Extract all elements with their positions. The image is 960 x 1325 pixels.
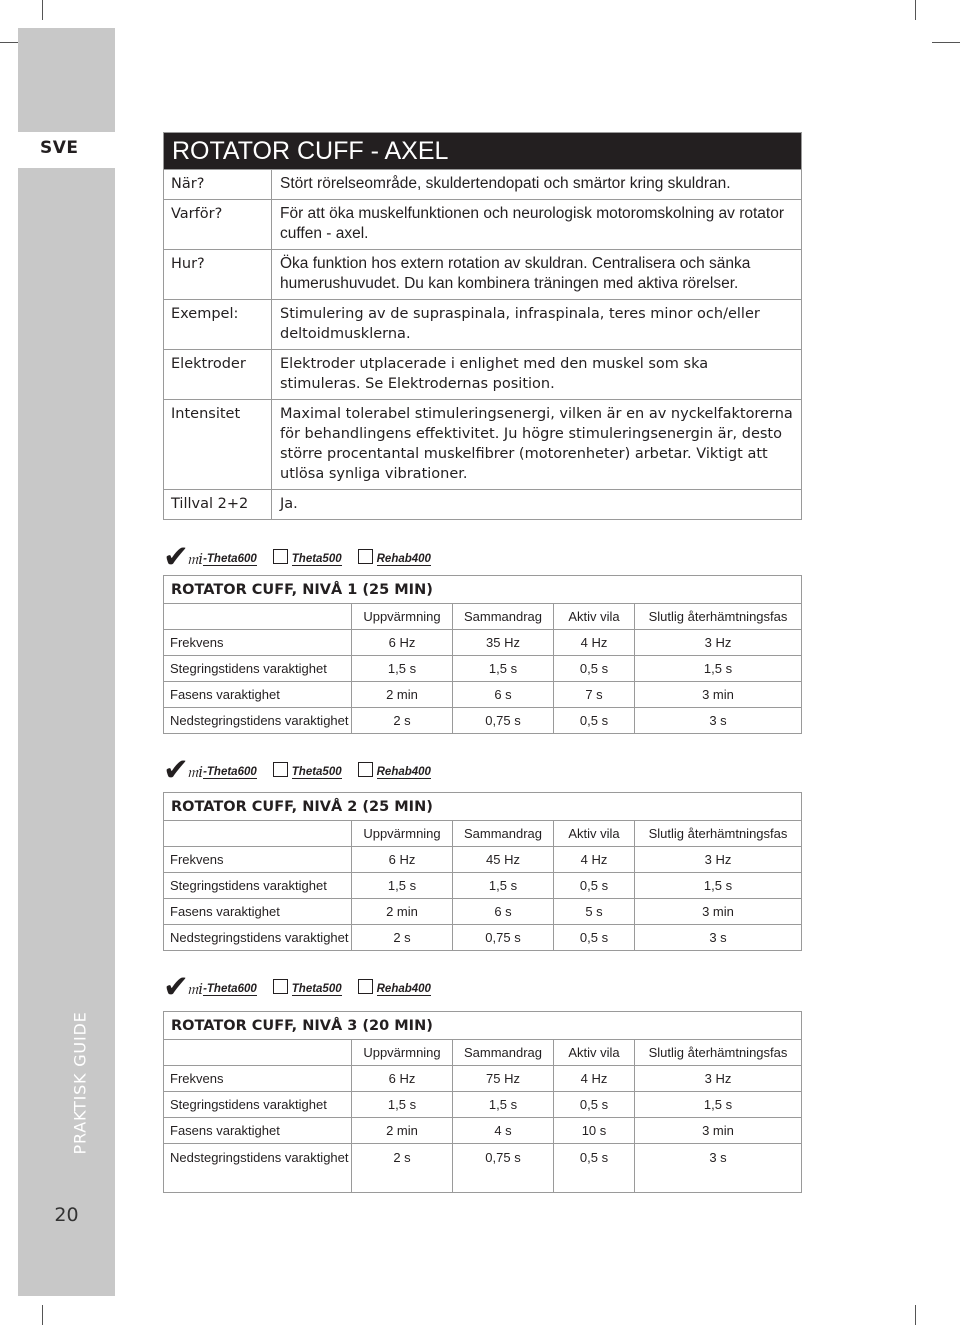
info-value: Stimulering av de supraspinala, infraspinala, teres minor och/eller deltoidmusklerna. <box>280 306 760 342</box>
row-label: Fasens varaktighet <box>164 1118 352 1144</box>
device-rehab400: Rehab400 <box>376 983 431 995</box>
table-cell: 1,5 s <box>635 873 802 899</box>
crop-mark <box>42 0 43 20</box>
device-theta600: -Theta600 <box>203 553 257 565</box>
crop-mark <box>915 0 916 20</box>
checkbox-icon <box>358 762 373 777</box>
device-rehab400: Rehab400 <box>376 553 431 565</box>
program-title: ROTATOR CUFF, NIVÅ 1 (25 MIN) <box>171 582 433 598</box>
table-cell: 3 Hz <box>635 847 802 873</box>
row-label: Fasens varaktighet <box>164 682 352 708</box>
table-cell: 3 min <box>635 1118 802 1144</box>
language-label: SVE <box>40 138 79 158</box>
info-row <box>164 489 801 519</box>
info-value: Stört rörelseområde, skuldertendopati och smärtor kring skuldran. <box>280 175 731 192</box>
device-theta500: Theta500 <box>291 983 342 995</box>
table-header-row <box>164 821 801 847</box>
table-cell: 5 s <box>554 899 635 925</box>
table-cell: 1,5 s <box>453 656 554 682</box>
table-cell: 1,5 s <box>352 873 453 899</box>
table-row <box>164 899 801 925</box>
info-key: När? <box>164 170 272 199</box>
table-cell: 3 Hz <box>635 1066 802 1092</box>
header-cell <box>164 821 352 847</box>
header-cell: Slutlig återhämtningsfas <box>635 1040 802 1066</box>
table-row <box>164 925 801 951</box>
checkbox-icon <box>358 549 373 564</box>
program-table-1 <box>163 575 802 734</box>
table-cell: 6 Hz <box>352 630 453 656</box>
info-row <box>164 199 801 249</box>
mi-logo-icon: 𝔪𝑖 <box>187 763 204 781</box>
table-row <box>164 873 801 899</box>
checkbox-icon <box>273 549 288 564</box>
mi-logo-icon: 𝔪𝑖 <box>187 980 204 998</box>
table-cell: 1,5 s <box>453 1092 554 1118</box>
row-label: Stegringstidens varaktighet <box>164 1092 352 1118</box>
info-key: Hur? <box>164 250 272 299</box>
device-theta500: Theta500 <box>291 553 342 565</box>
sidebar-bottom-block <box>18 168 115 1296</box>
row-label: Frekvens <box>164 1066 352 1092</box>
header-cell: Slutlig återhämtningsfas <box>635 604 802 630</box>
row-label: Frekvens <box>164 630 352 656</box>
program-title: ROTATOR CUFF, NIVÅ 2 (25 MIN) <box>171 799 433 815</box>
table-row <box>164 847 801 873</box>
table-cell: 4 s <box>453 1118 554 1144</box>
info-key: Intensitet <box>164 400 272 489</box>
table-cell: 6 Hz <box>352 1066 453 1092</box>
info-row <box>164 249 801 299</box>
device-selector <box>163 966 431 1005</box>
table-cell: 1,5 s <box>635 1092 802 1118</box>
table-cell: 3 min <box>635 899 802 925</box>
info-value: För att öka muskelfunktionen och neurologisk motoromskolning av rotator cuffen - axel. <box>280 205 784 242</box>
table-cell: 4 Hz <box>554 1066 635 1092</box>
table-cell: 2 min <box>352 1118 453 1144</box>
table-row <box>164 682 801 708</box>
info-key: Elektroder <box>164 350 272 399</box>
header-cell: Aktiv vila <box>554 821 635 847</box>
table-cell: 1,5 s <box>352 656 453 682</box>
table-cell: 0,5 s <box>554 656 635 682</box>
table-cell: 0,5 s <box>554 925 635 951</box>
table-cell: 0,5 s <box>554 1092 635 1118</box>
device-selector <box>163 536 431 575</box>
mi-logo-icon: 𝔪𝑖 <box>187 550 204 568</box>
row-label: Frekvens <box>164 847 352 873</box>
table-cell: 3 s <box>635 708 802 734</box>
row-label: Nedstegringstidens varaktighet <box>164 708 352 734</box>
checkmark-icon: ✔ <box>163 752 189 788</box>
table-cell: 6 s <box>453 899 554 925</box>
program-title: ROTATOR CUFF, NIVÅ 3 (20 MIN) <box>171 1018 433 1034</box>
program-table-3 <box>163 1011 802 1193</box>
table-row <box>164 630 801 656</box>
table-cell: 10 s <box>554 1118 635 1144</box>
info-value: Maximal tolerabel stimuleringsenergi, vilken är en av nyckelfaktorerna för behandlingens effektivitet. Ju högre stimuleringsenergin är, desto större procentantal muskelfibrer (motorenheter) arbetar. Viktigt att utlösa synliga vibrationer. <box>280 406 793 482</box>
info-row <box>164 349 801 399</box>
header-cell: Aktiv vila <box>554 1040 635 1066</box>
table-cell: 2 s <box>352 708 453 734</box>
table-row <box>164 1066 801 1092</box>
table-cell: 2 min <box>352 682 453 708</box>
checkbox-icon <box>273 979 288 994</box>
table-cell: 6 Hz <box>352 847 453 873</box>
table-row <box>164 1118 801 1144</box>
header-cell: Uppvärmning <box>352 1040 453 1066</box>
table-cell: 3 s <box>635 925 802 951</box>
header-cell: Uppvärmning <box>352 821 453 847</box>
row-label: Fasens varaktighet <box>164 899 352 925</box>
checkmark-icon: ✔ <box>163 969 189 1005</box>
table-cell: 0,75 s <box>453 1144 554 1193</box>
table-cell: 0,75 s <box>453 925 554 951</box>
crop-mark <box>915 1305 916 1325</box>
header-cell: Uppvärmning <box>352 604 453 630</box>
table-cell: 3 s <box>635 1144 802 1193</box>
device-theta600: -Theta600 <box>203 766 257 778</box>
table-cell: 0,5 s <box>554 873 635 899</box>
table-cell: 45 Hz <box>453 847 554 873</box>
header-cell: Sammandrag <box>453 604 554 630</box>
crop-mark <box>0 42 20 43</box>
row-label: Stegringstidens varaktighet <box>164 656 352 682</box>
header-cell: Aktiv vila <box>554 604 635 630</box>
header-cell: Slutlig återhämtningsfas <box>635 821 802 847</box>
device-theta600: -Theta600 <box>203 983 257 995</box>
row-label: Nedstegringstidens varaktighet <box>164 925 352 951</box>
section-label: PRAKTISK GUIDE <box>70 1011 90 1155</box>
table-cell: 7 s <box>554 682 635 708</box>
info-key: Tillval 2+2 <box>164 490 272 519</box>
info-value: Öka funktion hos extern rotation av skuldran. Centralisera och sänka humerushuvudet. Du kan kombinera träningen med aktiva rörelser. <box>280 255 751 292</box>
table-cell: 4 Hz <box>554 630 635 656</box>
info-key: Varför? <box>164 200 272 249</box>
info-row <box>164 399 801 489</box>
header-cell: Sammandrag <box>453 821 554 847</box>
info-row <box>164 169 801 199</box>
device-rehab400: Rehab400 <box>376 766 431 778</box>
table-cell: 2 s <box>352 1144 453 1193</box>
header-cell <box>164 1040 352 1066</box>
checkmark-icon: ✔ <box>163 539 189 575</box>
header-cell <box>164 604 352 630</box>
table-cell: 35 Hz <box>453 630 554 656</box>
table-row <box>164 656 801 682</box>
table-cell: 3 min <box>635 682 802 708</box>
table-cell: 2 s <box>352 925 453 951</box>
checkbox-icon <box>358 979 373 994</box>
table-cell: 0,75 s <box>453 708 554 734</box>
table-cell: 2 min <box>352 899 453 925</box>
checkbox-icon <box>273 762 288 777</box>
crop-mark <box>932 42 960 43</box>
crop-mark <box>42 1305 43 1325</box>
table-cell: 1,5 s <box>453 873 554 899</box>
sidebar-top-block <box>18 28 115 132</box>
table-header-row <box>164 1040 801 1066</box>
row-label: Stegringstidens varaktighet <box>164 873 352 899</box>
page-number: 20 <box>54 1204 79 1226</box>
info-row <box>164 299 801 349</box>
device-selector <box>163 749 431 788</box>
table-cell: 0,5 s <box>554 708 635 734</box>
table-row <box>164 708 801 734</box>
table-cell: 75 Hz <box>453 1066 554 1092</box>
table-cell: 3 Hz <box>635 630 802 656</box>
row-label: Nedstegringstidens varaktighet <box>164 1144 352 1193</box>
info-key: Exempel: <box>164 300 272 349</box>
table-cell: 6 s <box>453 682 554 708</box>
header-cell: Sammandrag <box>453 1040 554 1066</box>
table-row <box>164 1092 801 1118</box>
program-table-2 <box>163 792 802 951</box>
table-cell: 1,5 s <box>352 1092 453 1118</box>
device-theta500: Theta500 <box>291 766 342 778</box>
table-cell: 1,5 s <box>635 656 802 682</box>
table-row <box>164 1144 801 1193</box>
table-cell: 0,5 s <box>554 1144 635 1193</box>
page-title: ROTATOR CUFF - AXEL <box>164 133 801 169</box>
table-header-row <box>164 604 801 630</box>
info-value: Ja. <box>280 496 298 512</box>
table-cell: 4 Hz <box>554 847 635 873</box>
info-value: Elektroder utplacerade i enlighet med den muskel som ska stimuleras. Se Elektrodernas position. <box>280 356 709 392</box>
info-table <box>163 132 802 520</box>
